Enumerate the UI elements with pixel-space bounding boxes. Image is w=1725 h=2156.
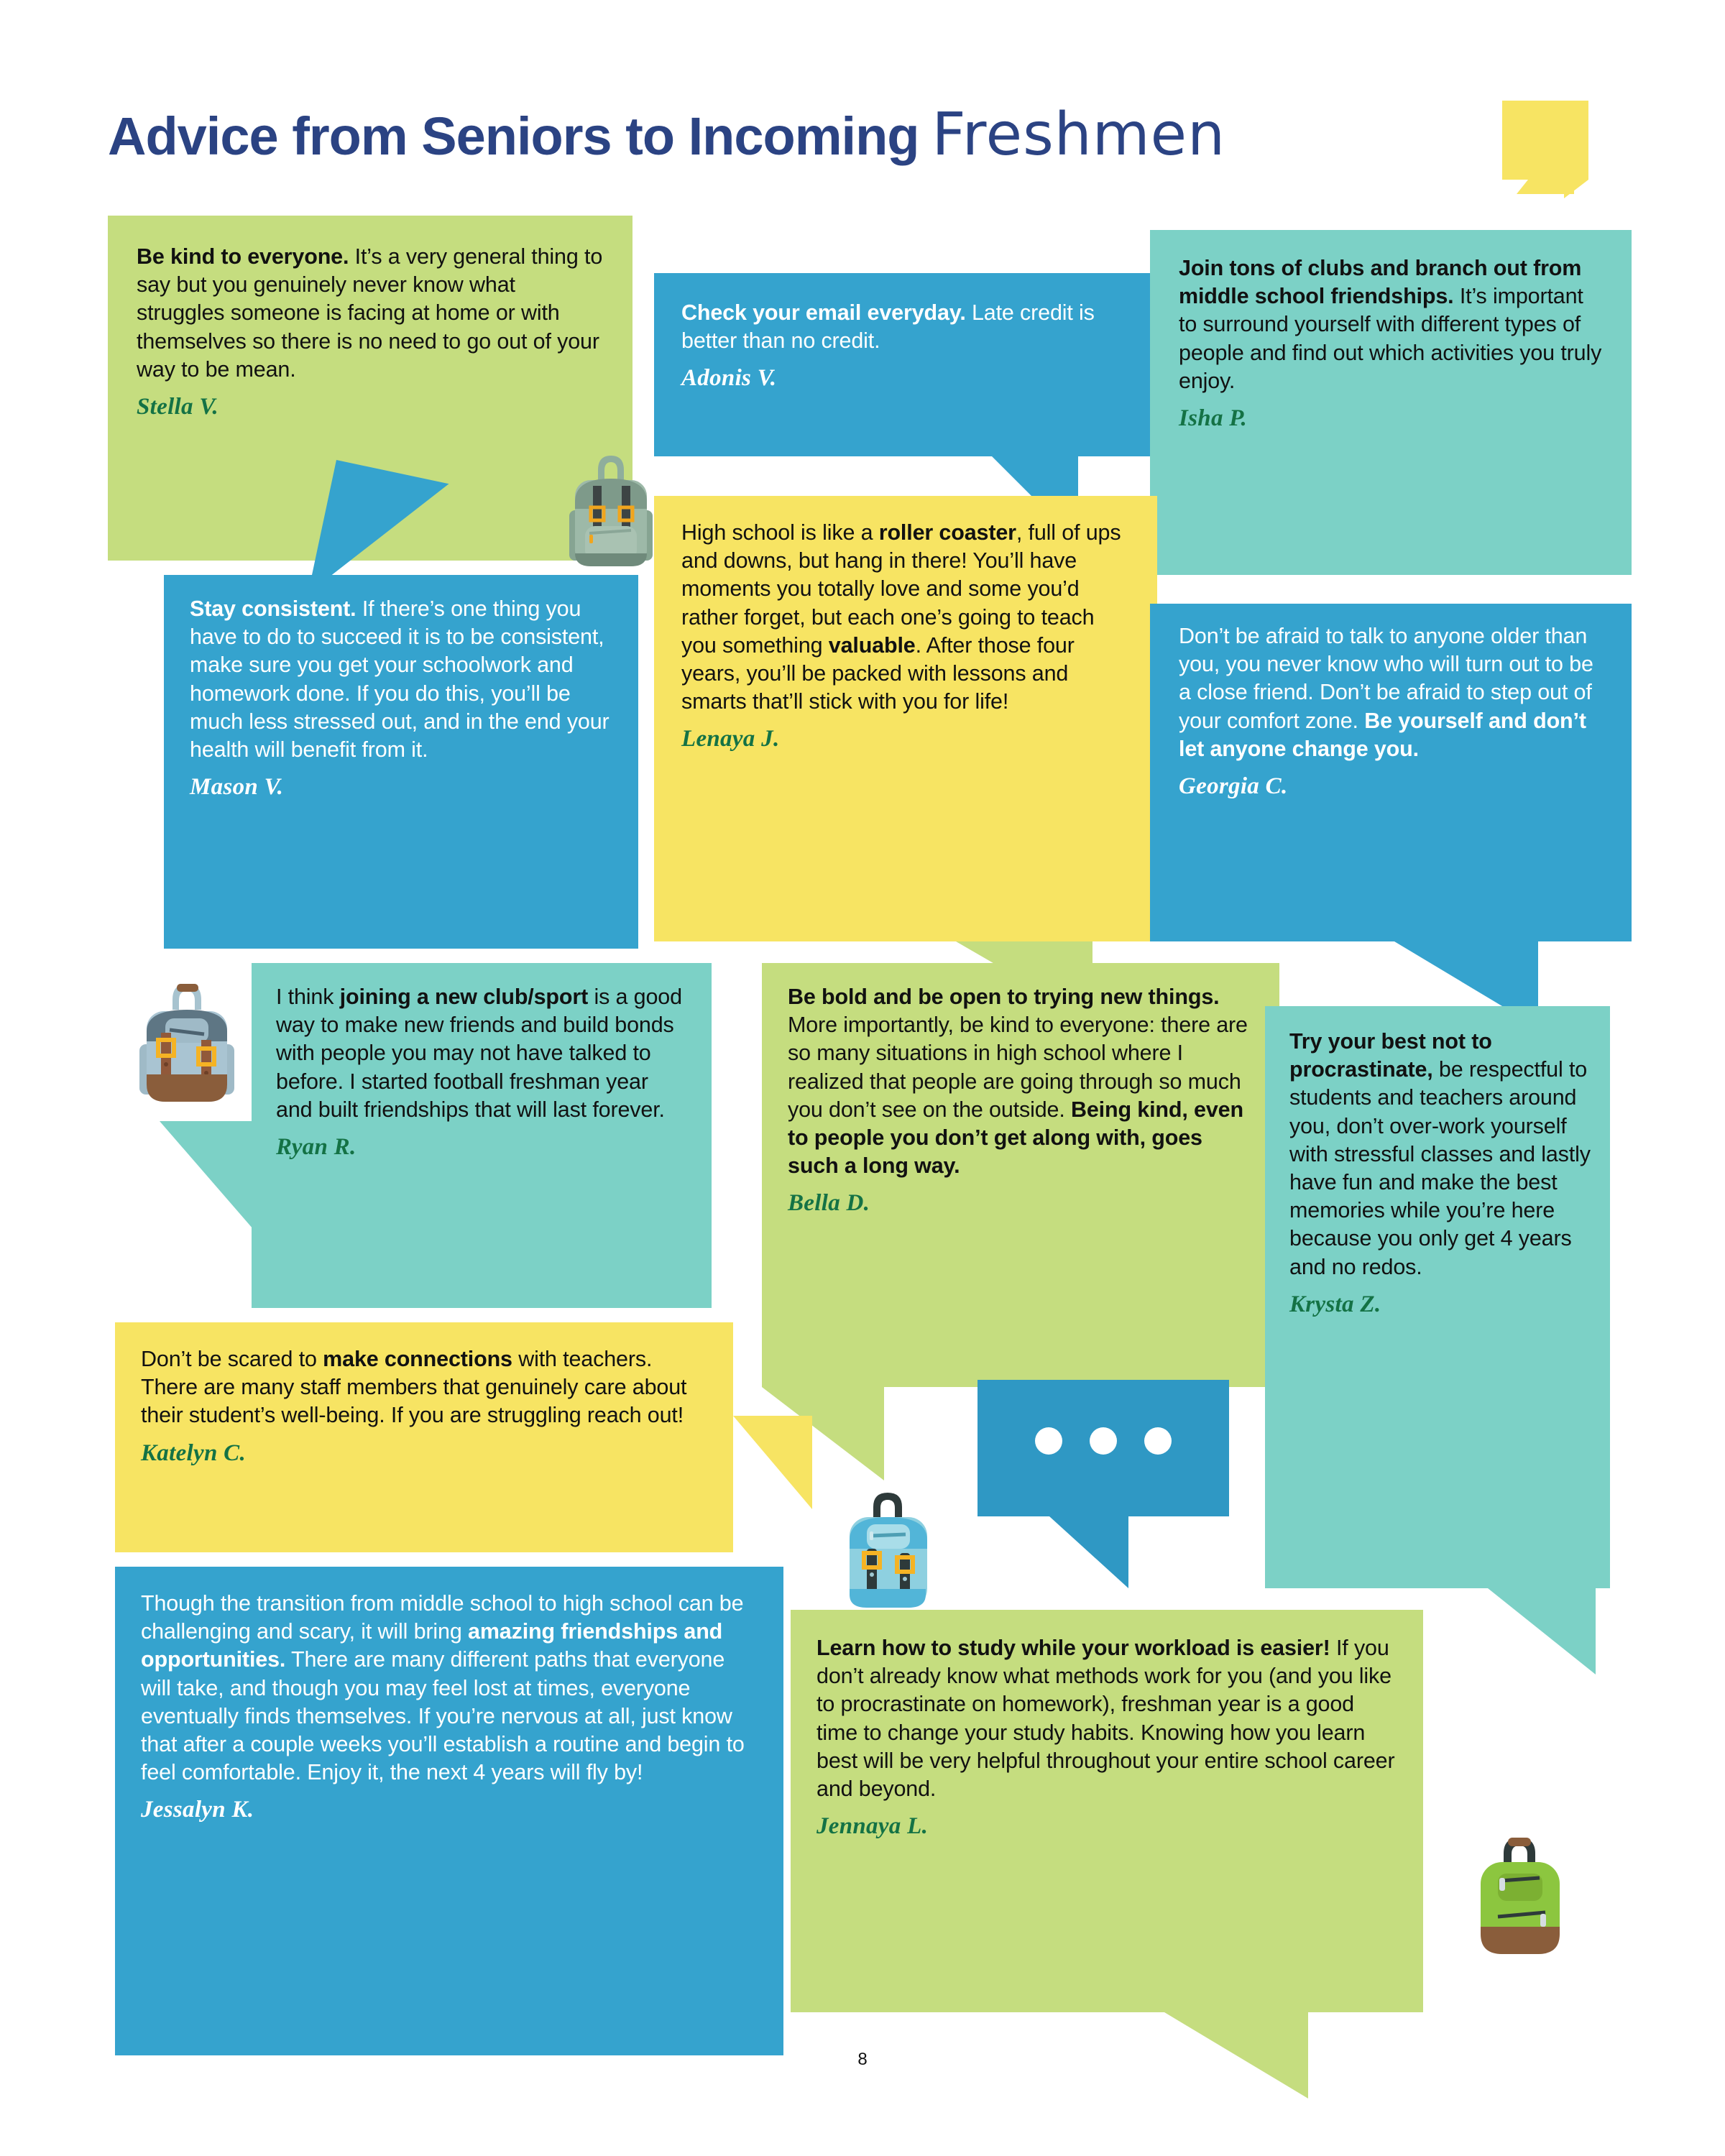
- quote-card-mason: [164, 575, 638, 949]
- quote-signature-bella: Bella D.: [788, 1190, 870, 1217]
- quote-body-isha: It’s important to surround yourself with different types of people and find out which activities you truly enjoy.: [1179, 284, 1602, 393]
- backpack-icon-green: [1466, 1829, 1574, 1966]
- quote-tail-ryan: [160, 1121, 253, 1229]
- quote-body-bella: More importantly, be kind to everyone: there are so many situations in high school where I realized that people are going through so much you don’t see on the outside. Being kind, even to people you don’t get along with, goes such a long way.: [788, 1013, 1248, 1179]
- page-title: [108, 101, 1617, 180]
- quote-tail-krysta: [1488, 1588, 1596, 1674]
- quote-body-lenaya: High school is like a roller coaster, full of ups and downs, but hang in there! You’ll have moments you totally love and some you’d rather forget, but each one’s going to teach you something valuable. After those four years, you’ll be packed with lessons and smarts that’ll stick with you for life!: [681, 520, 1121, 714]
- quote-signature-adonis: Adonis V.: [681, 365, 777, 392]
- backpack-icon-sage: [553, 446, 668, 582]
- page-number: 8: [857, 2050, 868, 2069]
- quote-lead-jennaya: Learn how to study while your workload is easier!: [816, 1636, 1330, 1660]
- quote-card-adonis: [654, 273, 1157, 456]
- quote-card-katelyn: [115, 1322, 733, 1552]
- quote-text-lenaya: [681, 519, 1130, 716]
- quote-card-lenaya: [654, 496, 1157, 941]
- quote-body-adonis: Late credit is better than no credit.: [681, 300, 1095, 354]
- page-title-script: Freshmen: [932, 101, 1226, 169]
- quote-text-jennaya: [816, 1634, 1397, 1803]
- quote-text-katelyn: [141, 1345, 707, 1430]
- quote-body-mason: If there’s one thing you have to do to succeed it is to be consistent, make sure you get your schoolwork and homework done. If you do this, you’ll be much less stressed out, and in the end your health will benefit from it.: [190, 596, 610, 762]
- quote-signature-krysta: Krysta Z.: [1289, 1291, 1381, 1317]
- quote-card-isha: [1150, 230, 1632, 575]
- quote-body-stella: It’s a very general thing to say but you genuinely never know what struggles someone is facing at home or with themselves so there is no need to go out of your way to be mean.: [137, 244, 603, 382]
- quote-card-bella: [762, 963, 1279, 1387]
- quote-body-ryan: I think joining a new club/sport is a good way to make new friends and build bonds with people you may not have talked to before. I started football freshman year and built friendships that will last forever.: [276, 985, 682, 1122]
- backpack-icon-blue: [834, 1484, 942, 1621]
- quote-text-bella: [788, 983, 1254, 1180]
- quote-body-georgia: Don’t be afraid to talk to anyone older than you, you never know who will turn out to be a close friend. Don’t be afraid to step out of your comfort zone. Be yourself and don’t let anyone change you.: [1179, 624, 1593, 761]
- ellipsis-bubble-tail: [1049, 1516, 1128, 1588]
- quote-lead-stella: Be kind to everyone.: [137, 244, 349, 269]
- quote-text-krysta: [1289, 1028, 1591, 1281]
- quote-signature-katelyn: Katelyn C.: [141, 1439, 247, 1466]
- quote-text-jessalyn: [141, 1590, 758, 1787]
- ellipsis-dot-1: [1035, 1427, 1062, 1455]
- quote-body-jessalyn: Though the transition from middle school to high school can be challenging and scary, it will bring amazing friendships and opportunities. There are many different paths that everyone will take, and though you may feel lost at times, everyone eventually finds themselves. If you’re nervous at all, just know that after a couple weeks you’ll establish a routine and begin to feel comfortable. Enjoy it, the next 4 years will fly by!: [141, 1591, 745, 1785]
- quote-text-georgia: [1179, 622, 1604, 763]
- quote-text-isha: [1179, 254, 1604, 395]
- page-title-main: Advice from Seniors to Incoming: [108, 106, 919, 166]
- quote-card-krysta: [1265, 1006, 1610, 1588]
- quote-body-krysta: be respectful to students and teachers around you, don’t over-work yourself with stressful classes and lastly have fun and make the best memories while you’re here because you only get 4 years and no redos.: [1289, 1057, 1591, 1279]
- quote-signature-georgia: Georgia C.: [1179, 773, 1288, 799]
- quote-signature-ryan: Ryan R.: [276, 1133, 356, 1160]
- quote-body-jennaya: If you don’t already know what methods work for you (and you like to procrastinate on homework), freshman year is a good time to change your study habits. Knowing how you learn best will be very helpful throughout your entire school career and beyond.: [816, 1636, 1395, 1801]
- quote-text-mason: [190, 595, 614, 764]
- quote-text-adonis: [681, 299, 1128, 355]
- quote-tail-isha: [1517, 122, 1574, 194]
- quote-text-stella: [137, 243, 604, 384]
- quote-signature-jennaya: Jennaya L.: [816, 1813, 929, 1840]
- quote-signature-lenaya: Lenaya J.: [681, 726, 780, 752]
- quote-card-ryan: [252, 963, 712, 1308]
- quote-lead-isha: Join tons of clubs and branch out from middle school friendships.: [1179, 256, 1582, 309]
- quote-signature-stella: Stella V.: [137, 393, 218, 420]
- quote-lead-krysta: Try your best not to procrastinate,: [1289, 1029, 1492, 1082]
- ellipsis-dot-2: [1090, 1427, 1117, 1455]
- backpack-icon-steel: [129, 974, 244, 1118]
- quote-lead-mason: Stay consistent.: [190, 596, 356, 621]
- quote-card-jennaya: [791, 1610, 1423, 2012]
- quote-tail-katelyn: [733, 1416, 812, 1509]
- quote-body-katelyn: Don’t be scared to make connections with teachers. There are many staff members that genuinely care about their student’s well-being. If you are struggling reach out!: [141, 1347, 687, 1428]
- quote-lead-adonis: Check your email everyday.: [681, 300, 966, 325]
- ellipsis-speech-bubble: [978, 1380, 1229, 1516]
- quote-signature-isha: Isha P.: [1179, 405, 1248, 431]
- ellipsis-dot-3: [1144, 1427, 1172, 1455]
- quote-card-jessalyn: [115, 1567, 783, 2055]
- quote-lead-bella: Be bold and be open to trying new things.: [788, 985, 1220, 1009]
- quote-card-georgia: [1150, 604, 1632, 941]
- quote-signature-mason: Mason V.: [190, 774, 284, 801]
- quote-text-ryan: [276, 983, 687, 1124]
- quote-signature-jessalyn: Jessalyn K.: [141, 1797, 254, 1823]
